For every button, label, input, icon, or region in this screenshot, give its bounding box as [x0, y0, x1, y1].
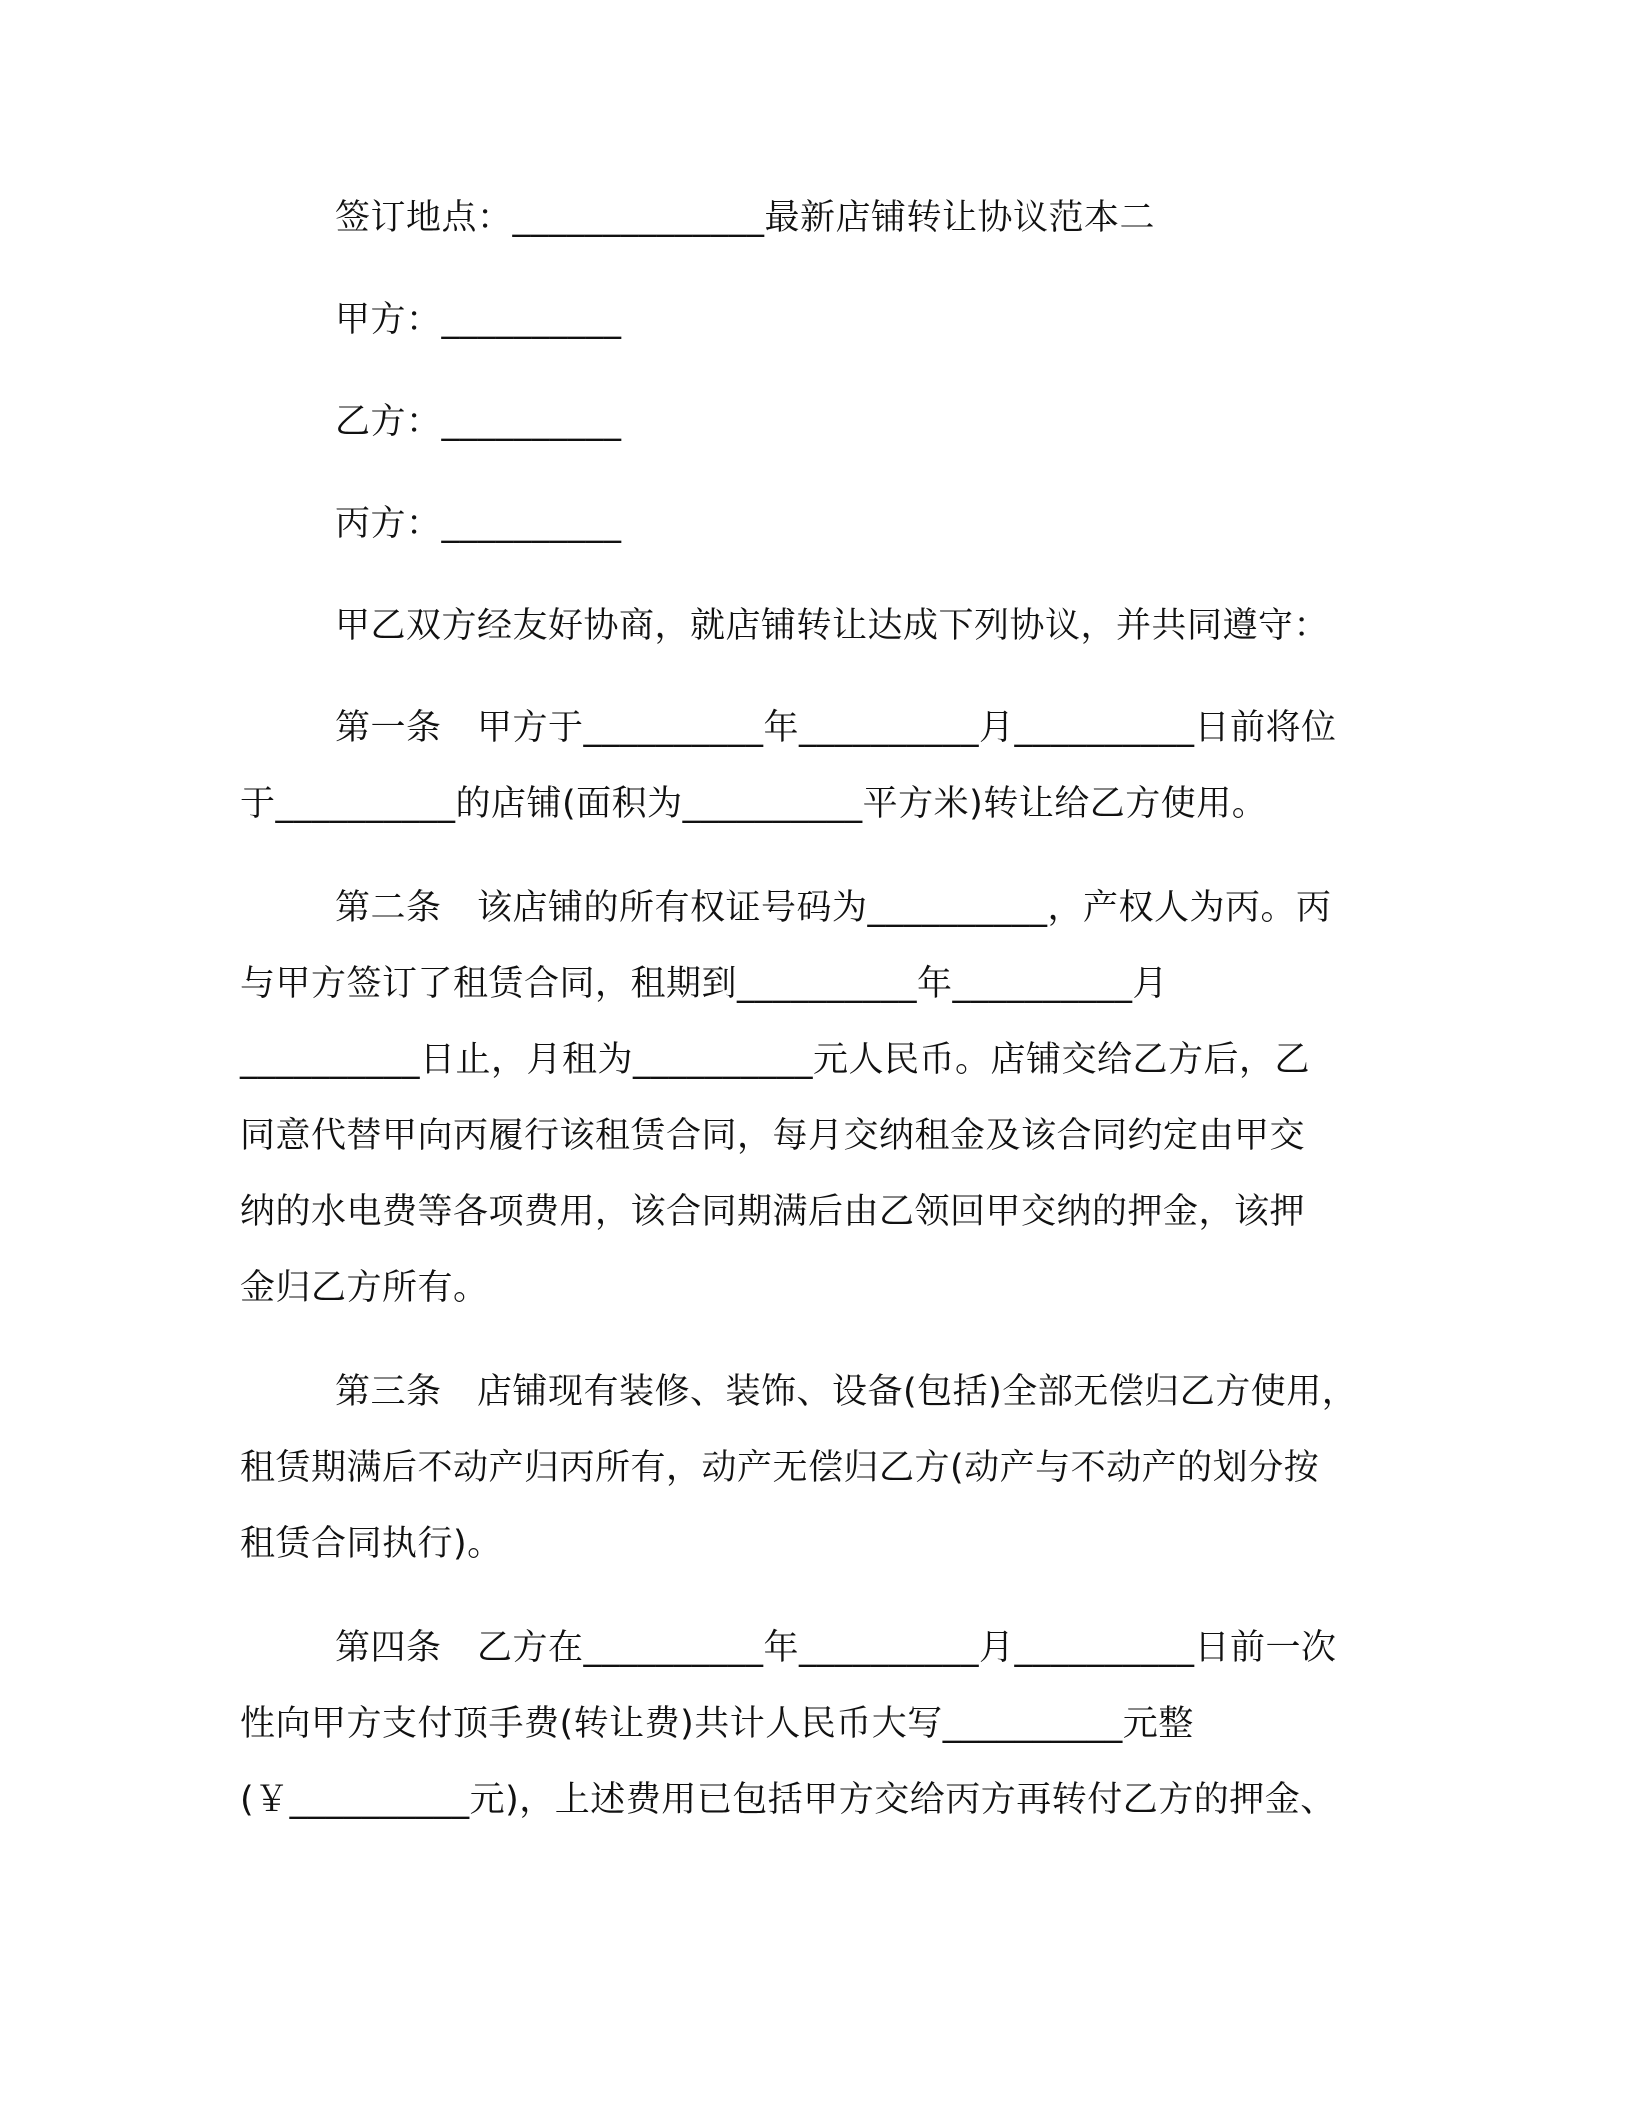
signing-place-line: 签订地点：______________最新店铺转让协议范本二: [335, 198, 1156, 238]
article-4-line-2: 性向甲方支付顶手费(转让费)共计人民币大写__________元整: [240, 1704, 1194, 1744]
article-2-line-6: 金归乙方所有。: [240, 1268, 489, 1308]
article-2-line-1: 第二条 该店铺的所有权证号码为__________，产权人为丙。丙: [335, 888, 1332, 928]
party-c-line: 丙方：__________: [335, 504, 622, 544]
article-3-line-2: 租赁期满后不动产归丙所有，动产无偿归乙方(动产与不动产的划分按: [240, 1448, 1320, 1488]
article-2-line-2: 与甲方签订了租赁合同，租期到__________年__________月: [240, 964, 1169, 1004]
article-1-line-1: 第一条 甲方于__________年__________月__________日前将位: [335, 708, 1337, 748]
article-3-line-3: 租赁合同执行)。: [240, 1524, 503, 1564]
article-1-line-2: 于__________的店铺(面积为__________平方米)转让给乙方使用。: [240, 784, 1268, 824]
party-b-line: 乙方：__________: [335, 402, 622, 442]
article-2-line-5: 纳的水电费等各项费用，该合同期满后由乙领回甲交纳的押金，该押: [240, 1192, 1306, 1232]
article-2-line-4: 同意代替甲向丙履行该租赁合同，每月交纳租金及该合同约定由甲交: [240, 1116, 1306, 1156]
article-4-line-1: 第四条 乙方在__________年__________月__________日前一次: [335, 1628, 1337, 1668]
preamble-line: 甲乙双方经友好协商，就店铺转让达成下列协议，并共同遵守：: [335, 606, 1330, 646]
article-2-line-3: __________日止，月租为__________元人民币。店铺交给乙方后，乙: [240, 1040, 1311, 1080]
party-a-line: 甲方：__________: [335, 300, 622, 340]
article-3-line-1: 第三条 店铺现有装修、装饰、设备(包括)全部无偿归乙方使用，: [335, 1372, 1358, 1412]
article-4-line-3: (￥__________元)，上述费用已包括甲方交给丙方再转付乙方的押金、: [240, 1780, 1336, 1820]
